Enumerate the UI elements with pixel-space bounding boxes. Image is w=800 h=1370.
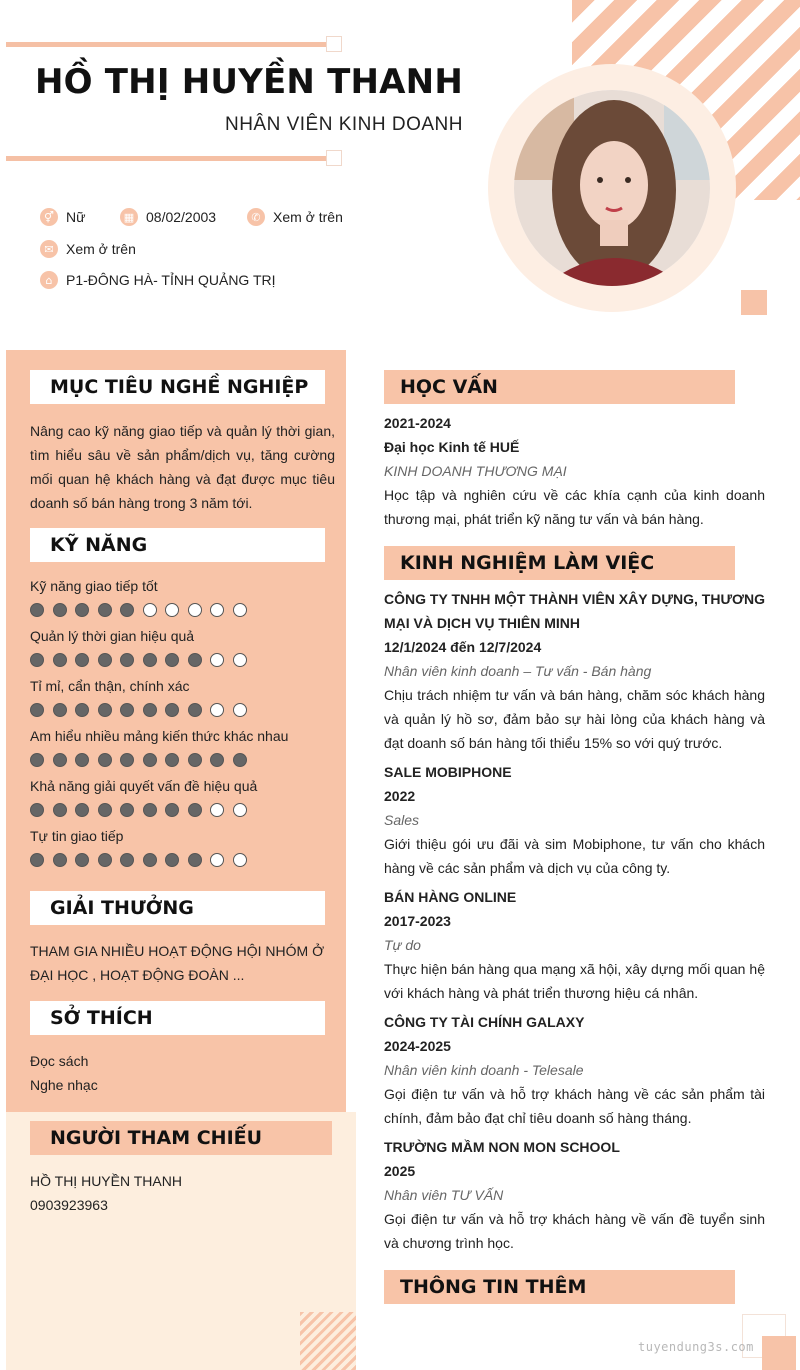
rating-dot-filled (165, 653, 179, 667)
rating-dot-empty (210, 603, 224, 617)
header-deco-line-bottom (6, 156, 332, 161)
header-deco-block (741, 290, 767, 315)
email-icon: ✉ (40, 240, 58, 258)
rating-dot-empty (210, 853, 224, 867)
job-role: Sales (384, 812, 420, 828)
rating-dot-filled (98, 753, 112, 767)
rating-dot-filled (165, 753, 179, 767)
skill-label: Quản lý thời gian hiệu quả (30, 628, 195, 644)
job-description: Chịu trách nhiệm tư vấn và bán hàng, chăm sóc khách hàng và quản lý hồ sơ, đảm bảo sự hài lòng của khách hàng và đạt doanh số bán hàng tối thiểu 15% so với quý trước. (384, 687, 765, 751)
rating-dot-filled (98, 603, 112, 617)
rating-dot-filled (75, 603, 89, 617)
home-icon: ⌂ (40, 271, 58, 289)
rating-dot-empty (233, 803, 247, 817)
section-title-extra-info: THÔNG TIN THÊM (384, 1270, 735, 1304)
rating-dot-filled (98, 803, 112, 817)
rating-dot-filled (75, 753, 89, 767)
contact-phone (247, 208, 343, 226)
rating-dot-filled (233, 753, 247, 767)
rating-dot-filled (30, 803, 44, 817)
rating-dot-filled (188, 703, 202, 717)
skill-label: Kỹ năng giao tiếp tốt (30, 578, 158, 594)
skill-label: Am hiểu nhiều mảng kiến thức khác nhau (30, 728, 289, 744)
job-description: Thực hiện bán hàng qua mạng xã hội, xây dựng mối quan hệ với khách hàng và phát triển thương hiệu cá nhân. (384, 961, 765, 1001)
rating-dot-empty (210, 803, 224, 817)
rating-dot-empty (233, 703, 247, 717)
phone-icon: ✆ (247, 208, 265, 226)
reference-phone: 0903923963 (30, 1197, 108, 1213)
birthday-value: 08/02/2003 (146, 209, 217, 225)
job-description: Gọi điện tư vấn và hỗ trợ khách hàng về vấn đề tuyển sinh và chương trình học. (384, 1211, 765, 1251)
rating-dot-filled (165, 803, 179, 817)
contact-email (40, 240, 136, 258)
job-period: 2025 (384, 1163, 416, 1179)
skill-label: Tự tin giao tiếp (30, 828, 124, 844)
education-period: 2021-2024 (384, 415, 451, 431)
job-period: 2022 (384, 788, 416, 804)
section-title-objective: MỤC TIÊU NGHỀ NGHIỆP (30, 370, 325, 404)
job-company: TRƯỜNG MẦM NON MON SCHOOL (384, 1139, 620, 1155)
rating-dot-filled (53, 853, 67, 867)
header-deco-square (326, 150, 342, 166)
rating-dot-filled (120, 603, 134, 617)
section-title-references: NGƯỜI THAM CHIẾU (30, 1121, 332, 1155)
job-company: SALE MOBIPHONE (384, 764, 512, 780)
skill-rating (30, 703, 247, 717)
section-title-awards: GIẢI THƯỞNG (30, 891, 325, 925)
objective-text: Nâng cao kỹ năng giao tiếp và quản lý thời gian, tìm hiểu sâu về sản phẩm/dịch vụ, tăng cường mối quan hệ khách hàng và đạt được mục tiêu doanh số bán hàng trong 3 năm tới. (30, 423, 335, 511)
rating-dot-filled (120, 753, 134, 767)
gender-icon: ⚥ (40, 208, 58, 226)
job-title: NHÂN VIÊN KINH DOANH (224, 114, 463, 135)
education-school: Đại học Kinh tế HUẾ (384, 439, 520, 455)
job-description: Giới thiệu gói ưu đãi và sim Mobiphone, tư vấn cho khách hàng về các sản phẩm và dịch vụ của công ty. (384, 836, 765, 876)
contact-birthday (120, 208, 216, 226)
job-period: 12/1/2024 đến 12/7/2024 (384, 639, 542, 655)
rating-dot-filled (120, 653, 134, 667)
education-major: KINH DOANH THƯƠNG MẠI (384, 463, 567, 479)
rating-dot-filled (53, 803, 67, 817)
rating-dot-filled (98, 703, 112, 717)
phone-value: Xem ở trên (273, 209, 343, 225)
rating-dot-filled (75, 653, 89, 667)
rating-dot-filled (188, 753, 202, 767)
rating-dot-filled (120, 853, 134, 867)
rating-dot-filled (75, 703, 89, 717)
rating-dot-filled (53, 603, 67, 617)
rating-dot-empty (210, 653, 224, 667)
rating-dot-filled (165, 853, 179, 867)
job-period: 2024-2025 (384, 1038, 451, 1054)
skill-rating (30, 803, 247, 817)
skill-rating (30, 653, 247, 667)
contact-gender (40, 208, 85, 226)
education-description: Học tập và nghiên cứu về các khía cạnh của kinh doanh thương mại, phát triển kỹ năng tư vấn và bán hàng. (384, 487, 765, 527)
rating-dot-filled (165, 703, 179, 717)
rating-dot-filled (120, 803, 134, 817)
skill-rating (30, 853, 247, 867)
skill-label: Khả năng giải quyết vấn đề hiệu quả (30, 778, 258, 794)
footer-deco-block (762, 1336, 796, 1370)
candidate-name: HỒ THỊ HUYỀN THANH (34, 62, 463, 102)
section-title-hobbies: SỞ THÍCH (30, 1001, 325, 1035)
profile-photo (514, 90, 710, 286)
rating-dot-empty (210, 703, 224, 717)
rating-dot-filled (30, 603, 44, 617)
rating-dot-empty (143, 603, 157, 617)
job-period: 2017-2023 (384, 913, 451, 929)
job-company: BÁN HÀNG ONLINE (384, 889, 517, 905)
rating-dot-filled (143, 753, 157, 767)
rating-dot-filled (188, 853, 202, 867)
skill-rating (30, 753, 247, 767)
reference-name: HỒ THỊ HUYỀN THANH (30, 1173, 182, 1189)
rating-dot-filled (98, 853, 112, 867)
job-company: CÔNG TY TÀI CHÍNH GALAXY (384, 1014, 585, 1030)
rating-dot-filled (30, 653, 44, 667)
rating-dot-empty (233, 853, 247, 867)
rating-dot-filled (53, 703, 67, 717)
contact-address (40, 271, 276, 289)
gender-value: Nữ (66, 209, 86, 225)
profile-photo-frame (488, 64, 736, 312)
rating-dot-empty (233, 603, 247, 617)
rating-dot-filled (143, 803, 157, 817)
rating-dot-filled (75, 853, 89, 867)
job-role: Nhân viên kinh doanh – Tư vấn - Bán hàng (384, 663, 652, 679)
rating-dot-filled (188, 803, 202, 817)
header-deco-line-top (6, 42, 332, 47)
left-stripe-decoration (300, 1312, 356, 1370)
rating-dot-filled (53, 753, 67, 767)
rating-dot-filled (98, 653, 112, 667)
section-title-skills: KỸ NĂNG (30, 528, 325, 562)
rating-dot-empty (165, 603, 179, 617)
rating-dot-filled (210, 753, 224, 767)
job-description: Gọi điện tư vấn và hỗ trợ khách hàng về các sản phẩm tài chính, đảm bảo đạt chỉ tiêu doanh số hàng tháng. (384, 1086, 765, 1126)
rating-dot-filled (143, 653, 157, 667)
rating-dot-filled (143, 853, 157, 867)
rating-dot-filled (30, 703, 44, 717)
rating-dot-empty (188, 603, 202, 617)
address-value: P1-ĐÔNG HÀ- TỈNH QUẢNG TRỊ (66, 272, 276, 288)
calendar-icon: ▦ (120, 208, 138, 226)
rating-dot-filled (188, 653, 202, 667)
rating-dot-filled (30, 753, 44, 767)
rating-dot-filled (75, 803, 89, 817)
section-title-education: HỌC VẤN (384, 370, 735, 404)
rating-dot-filled (30, 853, 44, 867)
rating-dot-filled (120, 703, 134, 717)
job-role: Nhân viên kinh doanh - Telesale (384, 1062, 584, 1078)
skill-rating (30, 603, 247, 617)
job-role: Tự do (384, 937, 421, 953)
hobby-item: Nghe nhạc (30, 1077, 98, 1093)
awards-text: THAM GIA NHIỀU HOẠT ĐỘNG HỘI NHÓM Ở ĐẠI HỌC , HOẠT ĐỘNG ĐOÀN ... (30, 943, 325, 983)
skill-label: Tỉ mỉ, cẩn thận, chính xác (30, 678, 190, 694)
hobby-item: Đọc sách (30, 1053, 89, 1069)
rating-dot-filled (53, 653, 67, 667)
job-role: Nhân viên TƯ VẤN (384, 1187, 504, 1203)
section-title-experience: KINH NGHIỆM LÀM VIỆC (384, 546, 735, 580)
job-company: CÔNG TY TNHH MỘT THÀNH VIÊN XÂY DỰNG, THƯƠNG MẠI VÀ DỊCH VỤ THIÊN MINH (384, 591, 765, 631)
watermark: tuyendung3s.com (638, 1340, 754, 1354)
email-value: Xem ở trên (66, 241, 136, 257)
header-deco-square (326, 36, 342, 52)
rating-dot-empty (233, 653, 247, 667)
rating-dot-filled (143, 703, 157, 717)
